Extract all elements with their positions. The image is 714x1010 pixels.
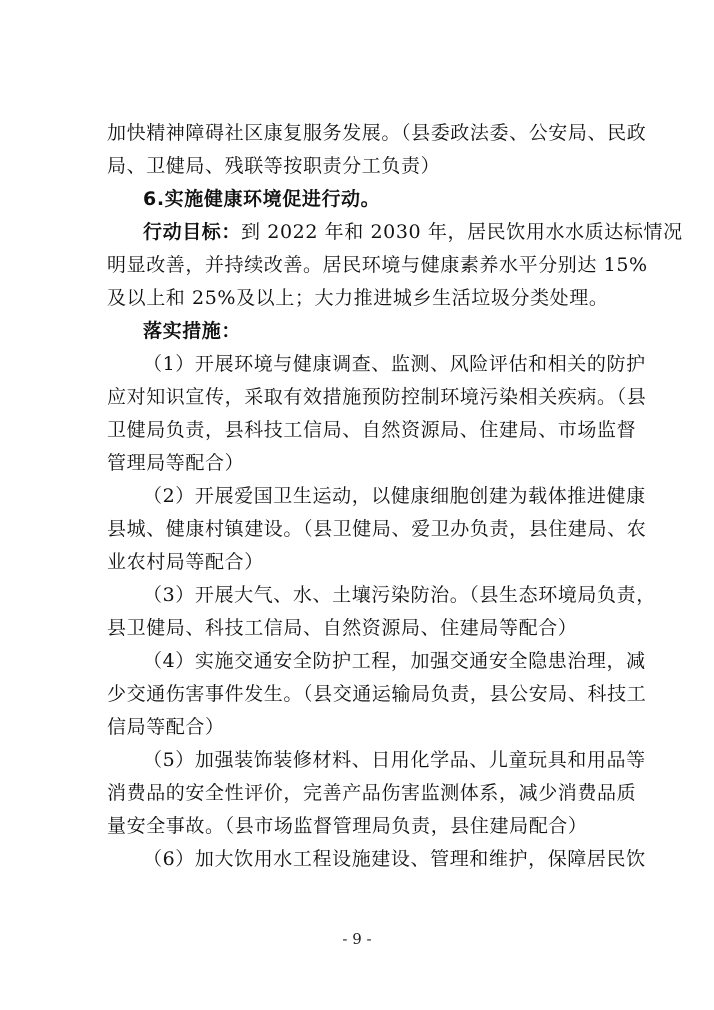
text-line: 应对知识宣传，采取有效措施预防控制环境污染相关疾病。（县 [107,386,647,408]
text-line [107,216,683,249]
measures-heading: 落实措施： [143,320,242,342]
text-line: 管理局等配合） [107,452,245,474]
text-line: （6）加大饮用水工程设施建设、管理和维护，保障居民饮 [143,848,646,870]
body-text [107,117,683,876]
text-line: 明显改善，并持续改善。居民环境与健康素养水平分别达 15% [107,254,648,276]
text-line: （3）开展大气、水、土壤污染防治。（县生态环境局负责， [143,584,656,606]
text-line: 县卫健局、科技工信局、自然资源局、住建局等配合） [107,617,578,639]
text-line: （1）开展环境与健康调查、监测、风险评估和相关的防护 [143,353,646,375]
text-line: 少交通伤害事件发生。（县交通运输局负责，县公安局、科技工 [107,683,647,705]
goal-label: 行动目标： [143,221,242,243]
text-line: 县城、健康村镇建设。（县卫健局、爱卫办负责，县住建局、农 [107,518,647,540]
text-line: （2）开展爱国卫生运动，以健康细胞创建为载体推进健康 [143,485,646,507]
text-line: 量安全事故。（县市场监督管理局负责，县住建局配合） [107,815,588,837]
text-line: 及以上和 25%及以上；大力推进城乡生活垃圾分类处理。 [107,287,609,309]
page-number: - 9 - [342,930,372,948]
text-line: 局、卫健局、残联等按职责分工负责） [107,155,441,177]
text-line: （5）加强装饰装修材料、日用化学品、儿童玩具和用品等 [143,749,646,771]
text-line: 消费品的安全性评价，完善产品伤害监测体系，减少消费品质 [107,782,637,804]
text-line: （4）实施交通安全防护工程，加强交通安全隐患治理，减 [143,650,646,672]
section-heading: 6.实施健康环境促进行动。 [143,188,381,210]
text-line: 业农村局等配合） [107,551,264,573]
goal-text: 到 2022 年和 2030 年，居民饮用水水质达标情况 [241,221,683,243]
text-line: 加快精神障碍社区康复服务发展。（县委政法委、公安局、民政 [107,122,647,144]
text-line: 信局等配合） [107,716,225,738]
text-line: 卫健局负责，县科技工信局、自然资源局、住建局、市场监督 [107,419,637,441]
